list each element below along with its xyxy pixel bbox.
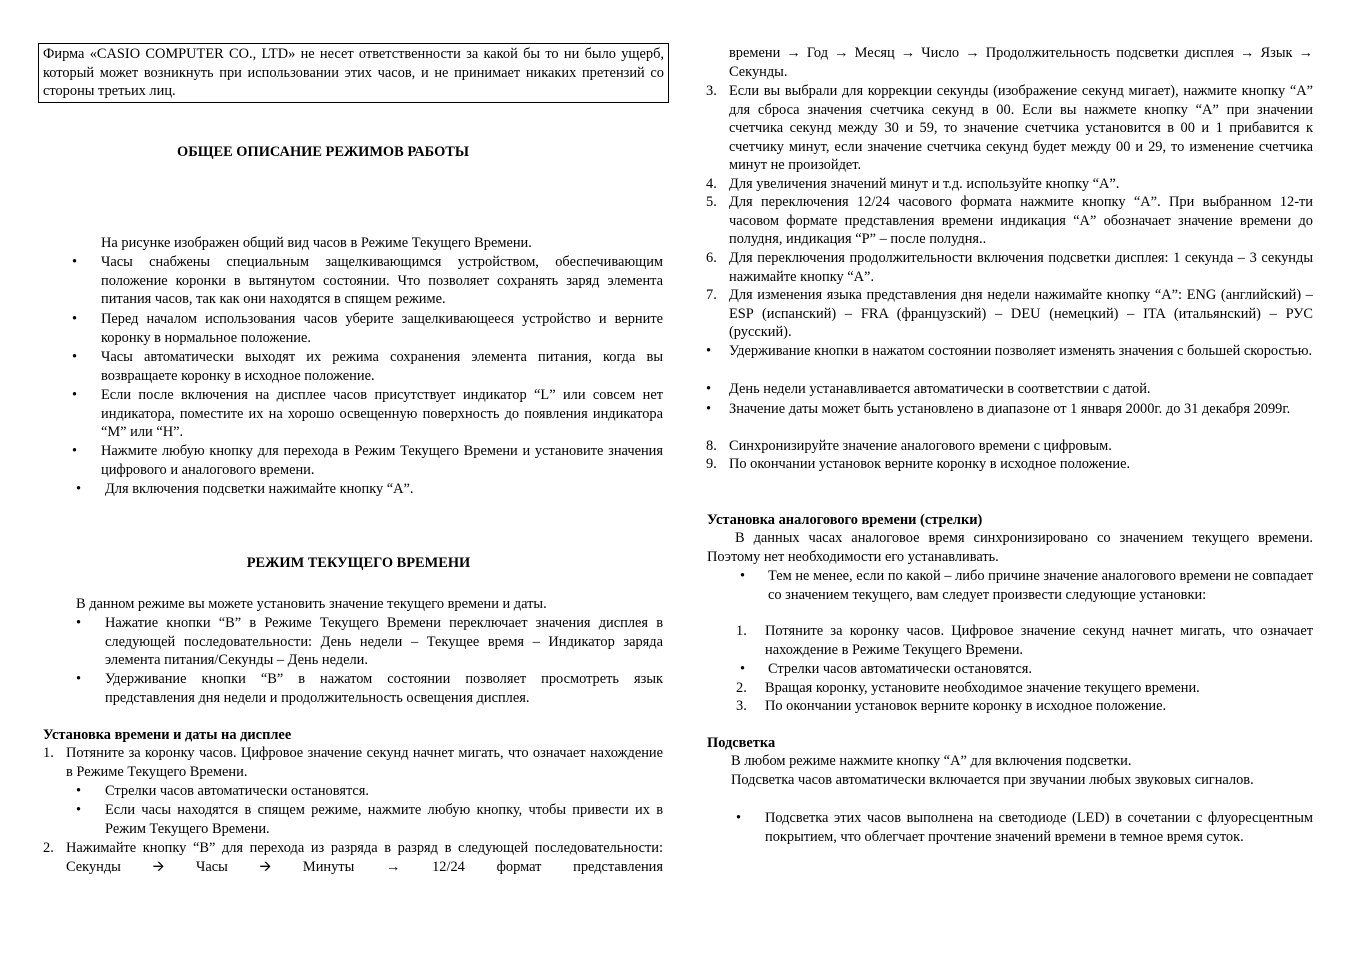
- list-item: • Нажатие кнопки “B” в Режиме Текущего Времени переключает значения дисплея в следующей последовательности: День недели – Текущее время – Индикатор заряда элемента питания/Секунды – День недели.: [76, 615, 663, 668]
- list-item: • Перед началом использования часов уберите защелкивающееся устройство и верните коронку в нормальное положение.: [72, 311, 663, 346]
- list-item: 4. Для увеличения значений минут и т.д. используйте кнопку “A”.: [706, 176, 1120, 192]
- list-item: • Нажмите любую кнопку для перехода в Режим Текущего Времени и установите значения цифрового и аналогового времени.: [72, 443, 663, 478]
- list-item: • День недели устанавливается автоматически в соответствии с датой.: [706, 381, 1151, 397]
- section2-intro: В данном режиме вы можете установить значение текущего времени и даты.: [76, 596, 547, 612]
- backlight-line-1: В любом режиме нажмите кнопку “A” для включения подсветки.: [731, 753, 1132, 769]
- list-item: 3. По окончании установок верните коронку в исходное положение.: [736, 698, 1167, 714]
- list-item: • Подсветка этих часов выполнена на светодиоде (LED) в сочетании с флуоресцентным покрытием, что облегчает прочтение значений времени в темное время суток.: [736, 810, 1313, 845]
- list-item-continued: времени → Год → Месяц → Число → Продолжительность подсветки дисплея → Язык → Секунды.: [729, 45, 1313, 80]
- list-item: • Стрелки часов автоматически остановятся.: [740, 661, 1033, 677]
- section-title-analog-time: Установка аналогового времени (стрелки): [707, 512, 983, 528]
- list-item: 9. По окончании установок верните коронку в исходное положение.: [706, 456, 1131, 472]
- list-item: 6. Для переключения продолжительности включения подсветки дисплея: 1 секунда – 3 секунды нажимайте кнопку “A”.: [706, 250, 1313, 285]
- section-title-set-time-date: Установка времени и даты на дисплее: [43, 727, 292, 743]
- section4-intro: В данных часах аналоговое время синхронизировано со значением текущего времени. Поэтому нет необходимости его устанавливать.: [707, 530, 1313, 565]
- disclaimer-box: [38, 43, 669, 103]
- list-item: • Если после включения на дисплее часов присутствует индикатор “L” или совсем нет индикатора, поместите их на хорошо освещенную поверхность до появления индикатора “M” или “H”.: [72, 387, 663, 440]
- section-title-modes: ОБЩЕЕ ОПИСАНИЕ РЕЖИМОВ РАБОТЫ: [177, 144, 469, 160]
- list-item: • Удерживание кнопки “B” в нажатом состоянии позволяет просмотреть язык представления дня недели и продолжительность освещения дисплея.: [76, 671, 663, 706]
- list-item: 8. Синхронизируйте значение аналогового времени с цифровым.: [706, 438, 1112, 454]
- list-item: 2. Вращая коронку, установите необходимое значение текущего времени.: [736, 680, 1200, 696]
- list-item: 5. Для переключения 12/24 часового формата нажмите кнопку “A”. При выбранном 12-ти часовом формате представления времени индикация “A” обозначает значение времени до полудня, индикация “P” – после полудня..: [706, 194, 1313, 247]
- list-item: 1. Потяните за коронку часов. Цифровое значение секунд начнет мигать, что означает нахождение в Режиме Текущего Времени.: [43, 745, 663, 780]
- list-item: • Тем не менее, если по какой – либо причине значение аналогового времени не совпадает со значением текущего, вам следует произвести следующие установки:: [740, 568, 1313, 603]
- list-item: 3. Если вы выбрали для коррекции секунды (изображение секунд мигает), нажмите кнопку “A” для сброса значения счетчика секунд в 00. Если вы нажмете кнопку “A” при значении счетчика секунд между 30 и 59, то значение счетчика установится в 00 и 1 прибавится к счетчику минут, если значение счетчика секунд будет между 00 и 29, то изменение счетчика минут не произойдет.: [706, 83, 1313, 173]
- list-item: 7. Для изменения языка представления дня недели нажимайте кнопку “A”: ENG (английский) – ESP (испанский) – FRA (французский) – DEU (немецкий) – ITA (итальянский) – РУС (русский).: [706, 287, 1313, 340]
- list-item: • Значение даты может быть установлено в диапазоне от 1 января 2000г. до 31 декабря 2099г.: [706, 401, 1291, 417]
- list-item: • Для включения подсветки нажимайте кнопку “A”.: [76, 481, 414, 497]
- disclaimer-text: Фирма «CASIO COMPUTER CO., LTD» не несет ответственности за какой бы то ни было ущерб, который может возникнуть при использовании этих часов, и не принимает никаких претензий со стороны третьих лиц.: [43, 46, 664, 99]
- list-item: • Часы снабжены специальным защелкивающимся устройством, обеспечивающим положение коронки в вытянутом состоянии. Что позволяет сохранять заряд элемента питания часов, так как они находятся в спящем режиме.: [72, 254, 663, 307]
- list-item: 1. Потяните за коронку часов. Цифровое значение секунд начнет мигать, что означает нахождение в Режиме Текущего Времени.: [736, 623, 1313, 658]
- list-item: • Удерживание кнопки в нажатом состоянии позволяет изменять значения с большей скоростью.: [706, 343, 1313, 359]
- section-title-backlight: Подсветка: [707, 735, 776, 751]
- list-item: 2. Нажимайте кнопку “B” для перехода из разряда в разряд в следующей последовательности: Секунды 🡪 Часы 🡪 Минуты → 12/24 формат представления: [43, 840, 663, 875]
- section1-intro: На рисунке изображен общий вид часов в Режиме Текущего Времени.: [101, 235, 532, 251]
- list-item: • Стрелки часов автоматически остановятся.: [76, 783, 370, 799]
- list-item: • Если часы находятся в спящем режиме, нажмите любую кнопку, чтобы привести их в Режим Текущего Времени.: [76, 802, 663, 837]
- list-item: • Часы автоматически выходят их режима сохранения элемента питания, когда вы возвращаете коронку в исходное положение.: [72, 349, 663, 384]
- section-title-current-time: РЕЖИМ ТЕКУЩЕГО ВРЕМЕНИ: [246, 555, 471, 571]
- backlight-line-2: Подсветка часов автоматически включается при звучании любых звуковых сигналов.: [731, 772, 1254, 788]
